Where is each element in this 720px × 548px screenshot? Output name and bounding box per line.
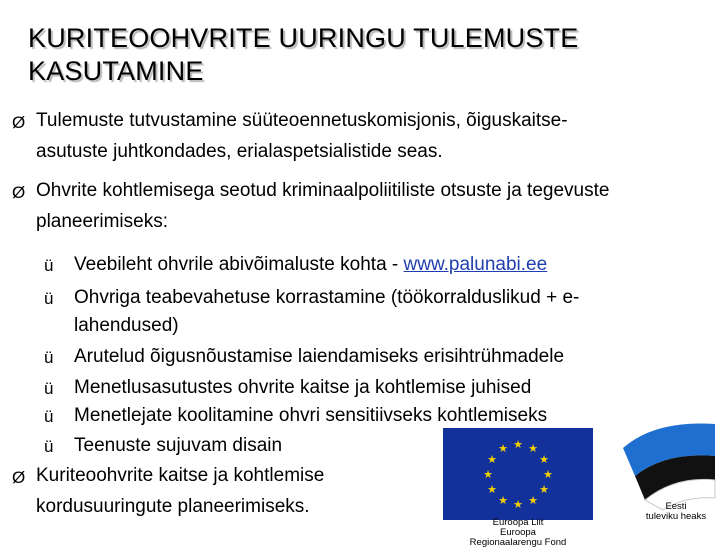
subitem-1-text: Veebileht ohvrile abivõimaluste kohta - [74,254,404,275]
svg-text:★: ★ [539,483,549,496]
subitem-2-line-2: lahendused) [74,315,179,336]
bullet-3-line-2: kordusuuringute planeerimiseks. [36,496,310,517]
logos-area [440,418,720,548]
checkmark-icon: ü [44,256,54,275]
bullet-3 [0,464,440,524]
svg-text:★: ★ [528,494,538,507]
bullet-2-line-2: planeerimiseks: [36,211,168,232]
subitem-5-text: Menetlejate koolitamine ohvri sensitiivseks kohtlemiseks [74,405,548,426]
bullet-1 [0,109,720,162]
bullet-2 [0,179,720,232]
checkmark-icon: ü [44,348,54,367]
subitem-2-line-1: Ohvriga teabevahetuse korrastamine (töökorralduslikud + e- [74,287,580,308]
slide-title [28,22,688,88]
checkmark-icon: ü [44,407,54,426]
eu-caption-line-2: Euroopa [500,527,536,538]
svg-text:★: ★ [539,453,549,466]
bullet-1-line-1: Tulemuste tutvustamine süüteoennetuskomisjonis, õiguskaitse- [36,110,568,131]
arrow-bullet-icon: Ø [12,468,26,487]
svg-text:★: ★ [487,483,497,496]
title-line-2: KASUTAMINE [28,56,204,86]
eu-stars-icon [443,428,593,520]
svg-text:★: ★ [498,494,508,507]
estonia-caption-line-1: Eesti [665,501,687,512]
title-line-1: KURITEOOHVRITE UURINGU TULEMUSTE [28,23,579,53]
eu-caption-line-3: Regionaalarengu Fond [469,537,567,548]
arrow-bullet-icon: Ø [12,113,26,132]
bullet-1-line-2: asutuste juhtkondades, erialaspetsialistide seas. [36,141,443,162]
bullet-2-line-1: Ohvrite kohtlemisega seotud kriminaalpoliitiliste otsuste ja tegevuste [36,180,610,201]
checkmark-icon: ü [44,437,54,456]
svg-text:★: ★ [513,438,523,451]
eu-caption-line-1: Euroopa Liit [492,517,544,528]
arrow-bullet-icon: Ø [12,183,26,202]
subitem-3-text: Arutelud õigusnõustamise laiendamiseks erisihtrühmadele [74,346,565,367]
svg-text:★: ★ [528,442,538,455]
subitem-4-text: Menetlusasutustes ohvrite kaitse ja kohtlemise juhised [74,377,532,398]
svg-text:★: ★ [498,442,508,455]
bullet-3-line-1: Kuriteoohvrite kaitse ja kohtlemise [36,465,325,486]
estonia-caption [635,502,717,522]
eu-flag-logo [443,428,593,520]
eu-caption [440,518,596,548]
subitem-6-text: Teenuste sujuvam disain [74,435,283,456]
svg-text:★: ★ [487,453,497,466]
checkmark-icon: ü [44,379,54,398]
svg-text:★: ★ [543,468,553,481]
checkmark-icon: ü [44,289,54,308]
svg-text:★: ★ [483,468,493,481]
palunabi-link[interactable]: www.palunabi.ee [403,254,548,275]
estonia-caption-line-2: tuleviku heaks [645,511,707,522]
svg-text:★: ★ [513,498,523,511]
